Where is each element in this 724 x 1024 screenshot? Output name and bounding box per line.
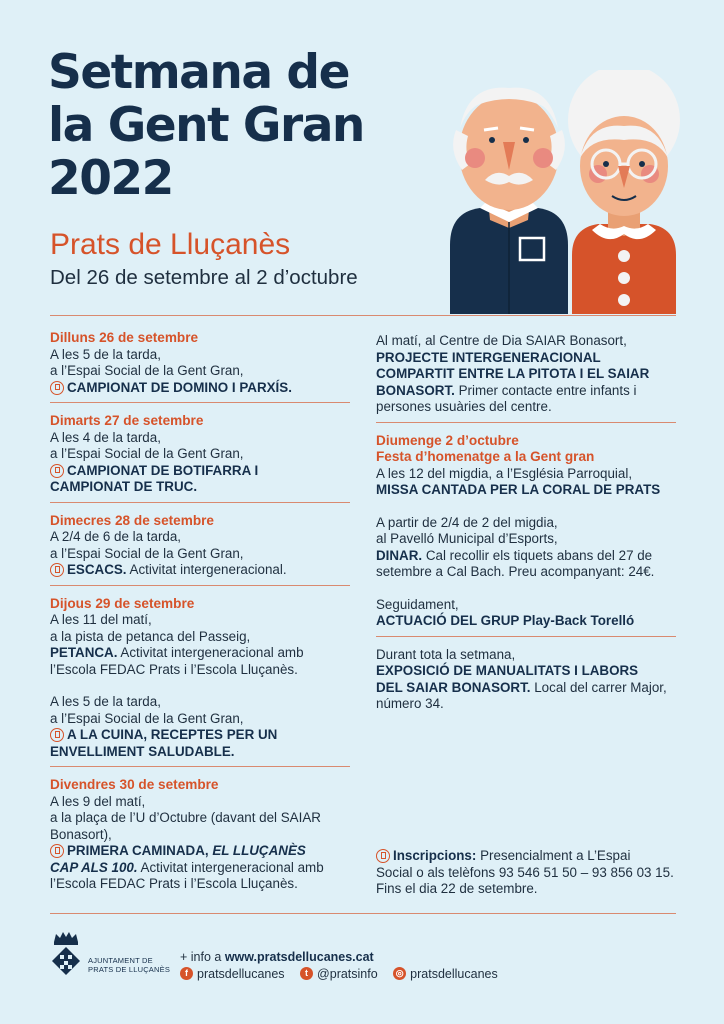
- title-line-2: la Gent Gran: [48, 98, 364, 153]
- registration-doc-icon: [50, 563, 64, 577]
- registration-doc-icon: [50, 844, 64, 858]
- council-name-line-2: PRATS DE LLUÇANÈS: [88, 965, 171, 974]
- twitter-icon: t: [300, 967, 313, 980]
- event-thursday: [50, 596, 350, 761]
- registration-doc-icon: [50, 381, 64, 395]
- registration-doc-icon: [376, 849, 390, 863]
- registration-doc-icon: [50, 464, 64, 478]
- day-heading-tuesday: Dimarts 27 de setembre: [50, 413, 204, 428]
- event-time: A les 9 del matí,: [50, 793, 146, 809]
- footer: [50, 930, 680, 990]
- day-heading-thursday: Dijous 29 de setembre: [50, 595, 195, 611]
- grandfather-figure: [450, 88, 568, 314]
- event-activity: A LA CUINA, RECEPTES PER UN: [67, 727, 278, 742]
- event-activity: PROJECTE INTERGENERACIONAL: [376, 349, 601, 365]
- event-activity-cont: ENVELLIMENT SALUDABLE.: [50, 743, 235, 759]
- event-activity: CAMPIONAT DE BOTIFARRA I: [67, 462, 259, 478]
- registration-phones: Social o als telèfons 93 546 51 50 – 93 856 03 15.: [376, 864, 674, 880]
- section-divider: [50, 502, 350, 503]
- event-sunday: [376, 433, 676, 630]
- event-note: Cal recollir els tiquets abans del 27 de: [422, 547, 653, 563]
- program-left-column: [50, 330, 350, 893]
- event-note-cont: setembre a Cal Bach. Preu acompanyant: 24€.: [376, 564, 655, 579]
- facebook-handle: pratsdellucanes: [197, 966, 285, 981]
- section-divider: [50, 402, 350, 403]
- event-note-cont: persones usuàries del centre.: [376, 399, 552, 414]
- event-time: Durant tota la setmana,: [376, 646, 516, 662]
- registration-label: Inscripcions:: [393, 848, 477, 863]
- event-activity: MISSA CANTADA PER LA CORAL DE PRATS: [376, 482, 661, 497]
- event-note: Activitat intergeneracional amb: [137, 859, 324, 875]
- event-wednesday: [50, 513, 350, 579]
- social-links: [180, 965, 510, 981]
- event-note: Primer contacte entre infants i: [454, 382, 637, 398]
- section-divider: [50, 585, 350, 586]
- event-time: A les 5 de la tarda,: [50, 694, 161, 709]
- town-coat-of-arms-icon: [50, 930, 82, 982]
- event-place: a l’Espai Social de la Gent Gran,: [50, 446, 244, 461]
- twitter-handle: @pratsinfo: [317, 966, 378, 981]
- event-friday: [50, 777, 350, 893]
- footer-divider: [50, 913, 676, 914]
- elderly-couple-illustration: [440, 70, 690, 314]
- more-info-prefix: + info a: [180, 950, 225, 964]
- instagram-link[interactable]: [393, 967, 498, 981]
- event-activity-cont: BONASORT.: [376, 382, 455, 398]
- event-activity-cont: CAMPIONAT DE TRUC.: [50, 479, 198, 494]
- event-note: Activitat intergeneracional.: [126, 562, 287, 577]
- day-heading-wednesday: Dimecres 28 de setembre: [50, 512, 214, 528]
- day-subheading: Festa d’homenatge a la Gent gran: [376, 449, 595, 464]
- instagram-icon: ◎: [393, 967, 406, 980]
- day-heading-sunday: Diumenge 2 d’octubre: [376, 432, 519, 448]
- event-time: A les 4 de la tarda,: [50, 429, 161, 445]
- title-line-1: Setmana de: [48, 45, 349, 100]
- event-place: a l’Espai Social de la Gent Gran,: [50, 545, 244, 561]
- grandmother-figure: [568, 70, 680, 314]
- event-activity: EXPOSICIÓ DE MANUALITATS I LABORS: [376, 663, 639, 678]
- event-place-cont: Bonasort),: [50, 826, 112, 842]
- event-note-cont: l’Escola FEDAC Prats i l’Escola Lluçanès.: [50, 876, 298, 891]
- event-note-cont: l’Escola FEDAC Prats i l’Escola Lluçanès.: [50, 661, 298, 677]
- event-activity: DINAR.: [376, 547, 423, 563]
- event-activity: ESCACS.: [67, 562, 127, 577]
- day-heading-monday: Dilluns 26 de setembre: [50, 330, 199, 345]
- title-line-3: 2022: [48, 151, 173, 206]
- registration-info: [376, 848, 676, 898]
- event-time-place: A les 12 del migdia, a l’Església Parroquial,: [376, 465, 633, 481]
- program-right-column: [376, 333, 676, 713]
- event-time: A partir de 2/4 de 2 del migdia,: [376, 514, 558, 530]
- event-place: a l’Espai Social de la Gent Gran,: [50, 710, 244, 726]
- event-place: a l’Espai Social de la Gent Gran,: [50, 363, 244, 378]
- section-divider: [376, 636, 676, 637]
- event-note-cont: número 34.: [376, 696, 444, 711]
- event-tuesday: [50, 413, 350, 496]
- registration-text: Presencialment a L’Espai: [476, 848, 631, 863]
- event-place: a la pista de petanca del Passeig,: [50, 628, 251, 644]
- event-time: A les 5 de la tarda,: [50, 346, 161, 362]
- more-info: [180, 950, 374, 964]
- section-divider: [50, 766, 350, 767]
- event-activity: PETANCA.: [50, 645, 118, 660]
- event-activity: CAMPIONAT DE DOMINO I PARXÍS.: [67, 379, 292, 395]
- event-activity-italic-cont: CAP ALS 100.: [50, 859, 138, 875]
- event-activity-cont: COMPARTIT ENTRE LA PITOTA I EL SAIAR: [376, 366, 650, 381]
- event-place: a la plaça de l’U d’Octubre (davant del SAIAR: [50, 810, 321, 825]
- event-activity: PRIMERA CAMINADA,: [67, 843, 213, 858]
- poster-title: [48, 46, 448, 205]
- event-time: A 2/4 de 6 de la tarda,: [50, 529, 182, 544]
- town-name: Prats de Lluçanès: [50, 228, 291, 261]
- event-place: al Pavelló Municipal d’Esports,: [376, 531, 558, 546]
- instagram-handle: pratsdellucanes: [410, 966, 498, 981]
- website-link[interactable]: www.pratsdellucanes.cat: [224, 950, 374, 964]
- registration-deadline: Fins el dia 22 de setembre.: [376, 881, 538, 896]
- event-all-week: [376, 647, 676, 713]
- event-note: Activitat intergeneracional amb: [117, 645, 304, 660]
- council-name-line-1: AJUNTAMENT DE: [88, 956, 153, 965]
- registration-doc-icon: [50, 728, 64, 742]
- event-time: A les 11 del matí,: [50, 612, 152, 627]
- facebook-link[interactable]: [180, 967, 285, 981]
- event-time-place: Al matí, al Centre de Dia SAIAR Bonasort,: [376, 333, 627, 348]
- council-name: [88, 956, 170, 974]
- header-divider: [50, 315, 676, 316]
- event-friday-morning: [376, 333, 676, 416]
- date-range: Del 26 de setembre al 2 d’octubre: [50, 266, 358, 289]
- event-monday: [50, 330, 350, 396]
- event-time: Seguidament,: [376, 596, 459, 612]
- event-activity-italic: EL LLUÇANÈS: [212, 843, 306, 858]
- event-activity-cont: DEL SAIAR BONASORT.: [376, 679, 531, 695]
- day-heading-friday: Divendres 30 de setembre: [50, 777, 219, 792]
- facebook-icon: f: [180, 967, 193, 980]
- event-note: Local del carrer Major,: [530, 679, 667, 695]
- section-divider: [376, 422, 676, 423]
- event-activity: ACTUACIÓ DEL GRUP Play-Back Torelló: [376, 613, 635, 628]
- twitter-link[interactable]: [300, 967, 378, 981]
